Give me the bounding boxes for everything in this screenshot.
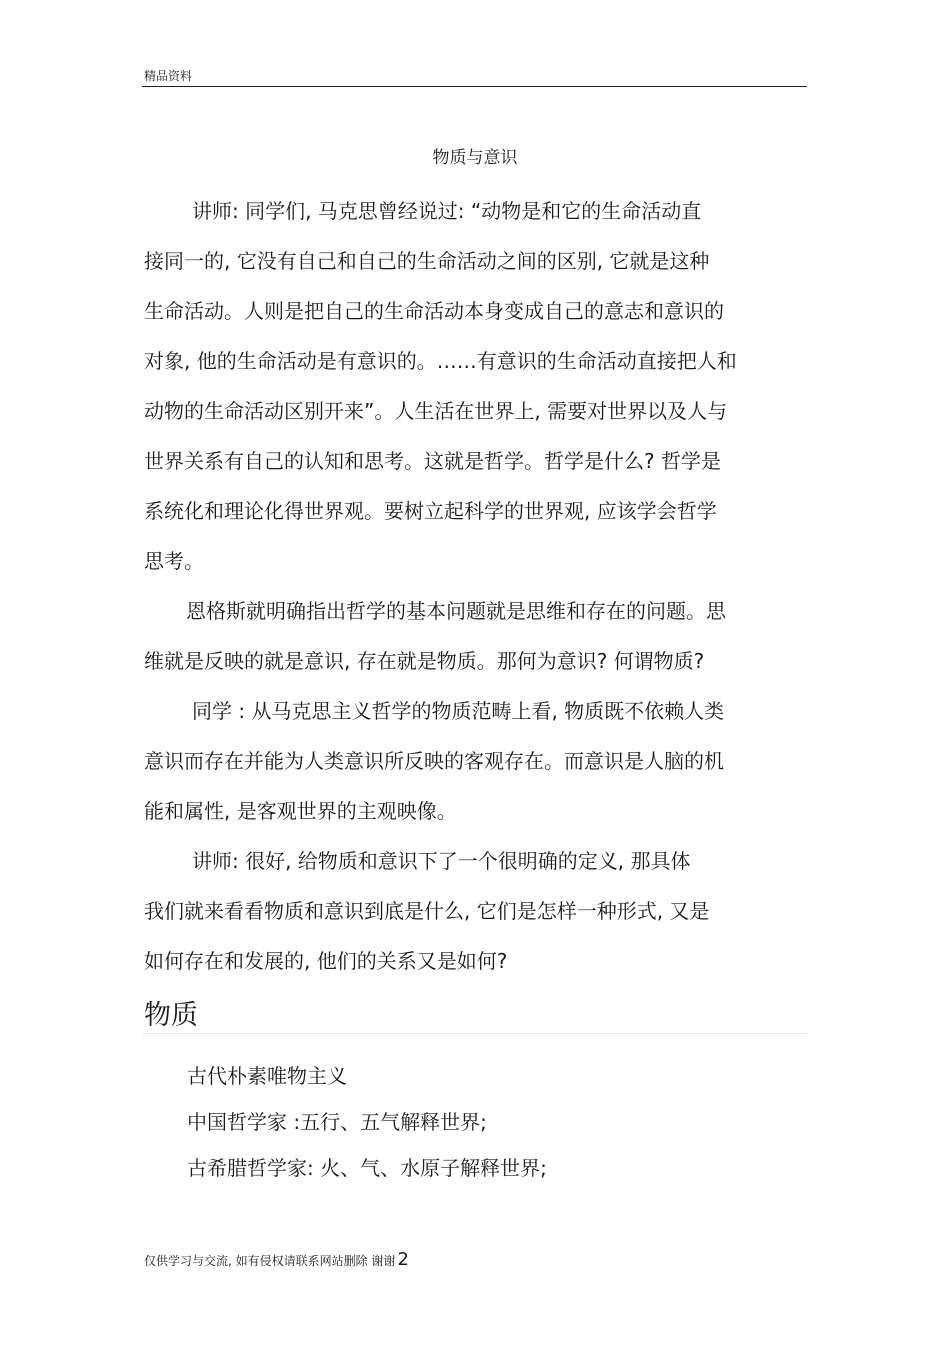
header-label: 精品资料: [144, 69, 193, 83]
paragraph-line: 如何存在和发展的, 他们的关系又是如何?: [144, 949, 508, 973]
paragraph-line: 维就是反映的就是意识, 存在就是物质。那何为意识? 何谓物质?: [144, 649, 705, 673]
paragraph-line: 生命活动。人则是把自己的生命活动本身变成自己的意志和意识的: [144, 299, 724, 323]
document-body: [144, 186, 784, 986]
page-number: 2: [397, 1249, 409, 1270]
paragraph-line: 恩格斯就明确指出哲学的基本问题就是思维和存在的问题。思: [186, 599, 726, 623]
header-rule: [142, 86, 807, 87]
paragraph: [144, 686, 784, 836]
document-title: 物质与意识: [432, 148, 518, 168]
paragraph-line: 意识而存在并能为人类意识所反映的客观存在。而意识是人脑的机: [144, 749, 724, 773]
paragraph: [144, 836, 784, 986]
section-list: [187, 1053, 547, 1191]
paragraph-line: 思考。: [144, 549, 204, 573]
section-list-item: 古代朴素唯物主义: [187, 1064, 347, 1088]
paragraph-line: 对象, 他的生命活动是有意识的。……有意识的生命活动直接把人和: [144, 349, 737, 373]
paragraph-line: 同学 : 从马克思主义哲学的物质范畴上看, 物质既不依赖人类: [192, 699, 725, 723]
section-list-item: 中国哲学家 :五行、五气解释世界;: [187, 1110, 487, 1134]
paragraph-line: 能和属性, 是客观世界的主观映像。: [144, 799, 457, 823]
paragraph-line: 系统化和理论化得世界观。要树立起科学的世界观, 应该学会哲学: [144, 499, 717, 523]
paragraph-line: 讲师: 很好, 给物质和意识下了一个很明确的定义, 那具体: [192, 849, 691, 873]
paragraph-line: 讲师: 同学们, 马克思曾经说过: “动物是和它的生命活动直: [192, 199, 702, 223]
section-rule: [142, 1033, 807, 1034]
footer: [144, 1249, 409, 1270]
paragraph-line: 动物的生命活动区别开来”。人生活在世界上, 需要对世界以及人与: [144, 399, 728, 423]
paragraph-line: 我们就来看看物质和意识到底是什么, 它们是怎样一种形式, 又是: [144, 899, 710, 923]
section-heading: 物质: [144, 1000, 198, 1031]
paragraph-line: 世界关系有自己的认知和思考。这就是哲学。哲学是什么? 哲学是: [144, 449, 721, 473]
paragraph: [144, 186, 784, 586]
paragraph: [144, 586, 784, 686]
paragraph-line: 接同一的, 它没有自己和自己的生命活动之间的区别, 它就是这种: [144, 249, 710, 273]
footer-text: 仅供学习与交流, 如有侵权请联系网站删除 谢谢: [144, 1254, 396, 1268]
section-list-item: 古希腊哲学家: 火、气、水原子解释世界;: [187, 1156, 547, 1180]
